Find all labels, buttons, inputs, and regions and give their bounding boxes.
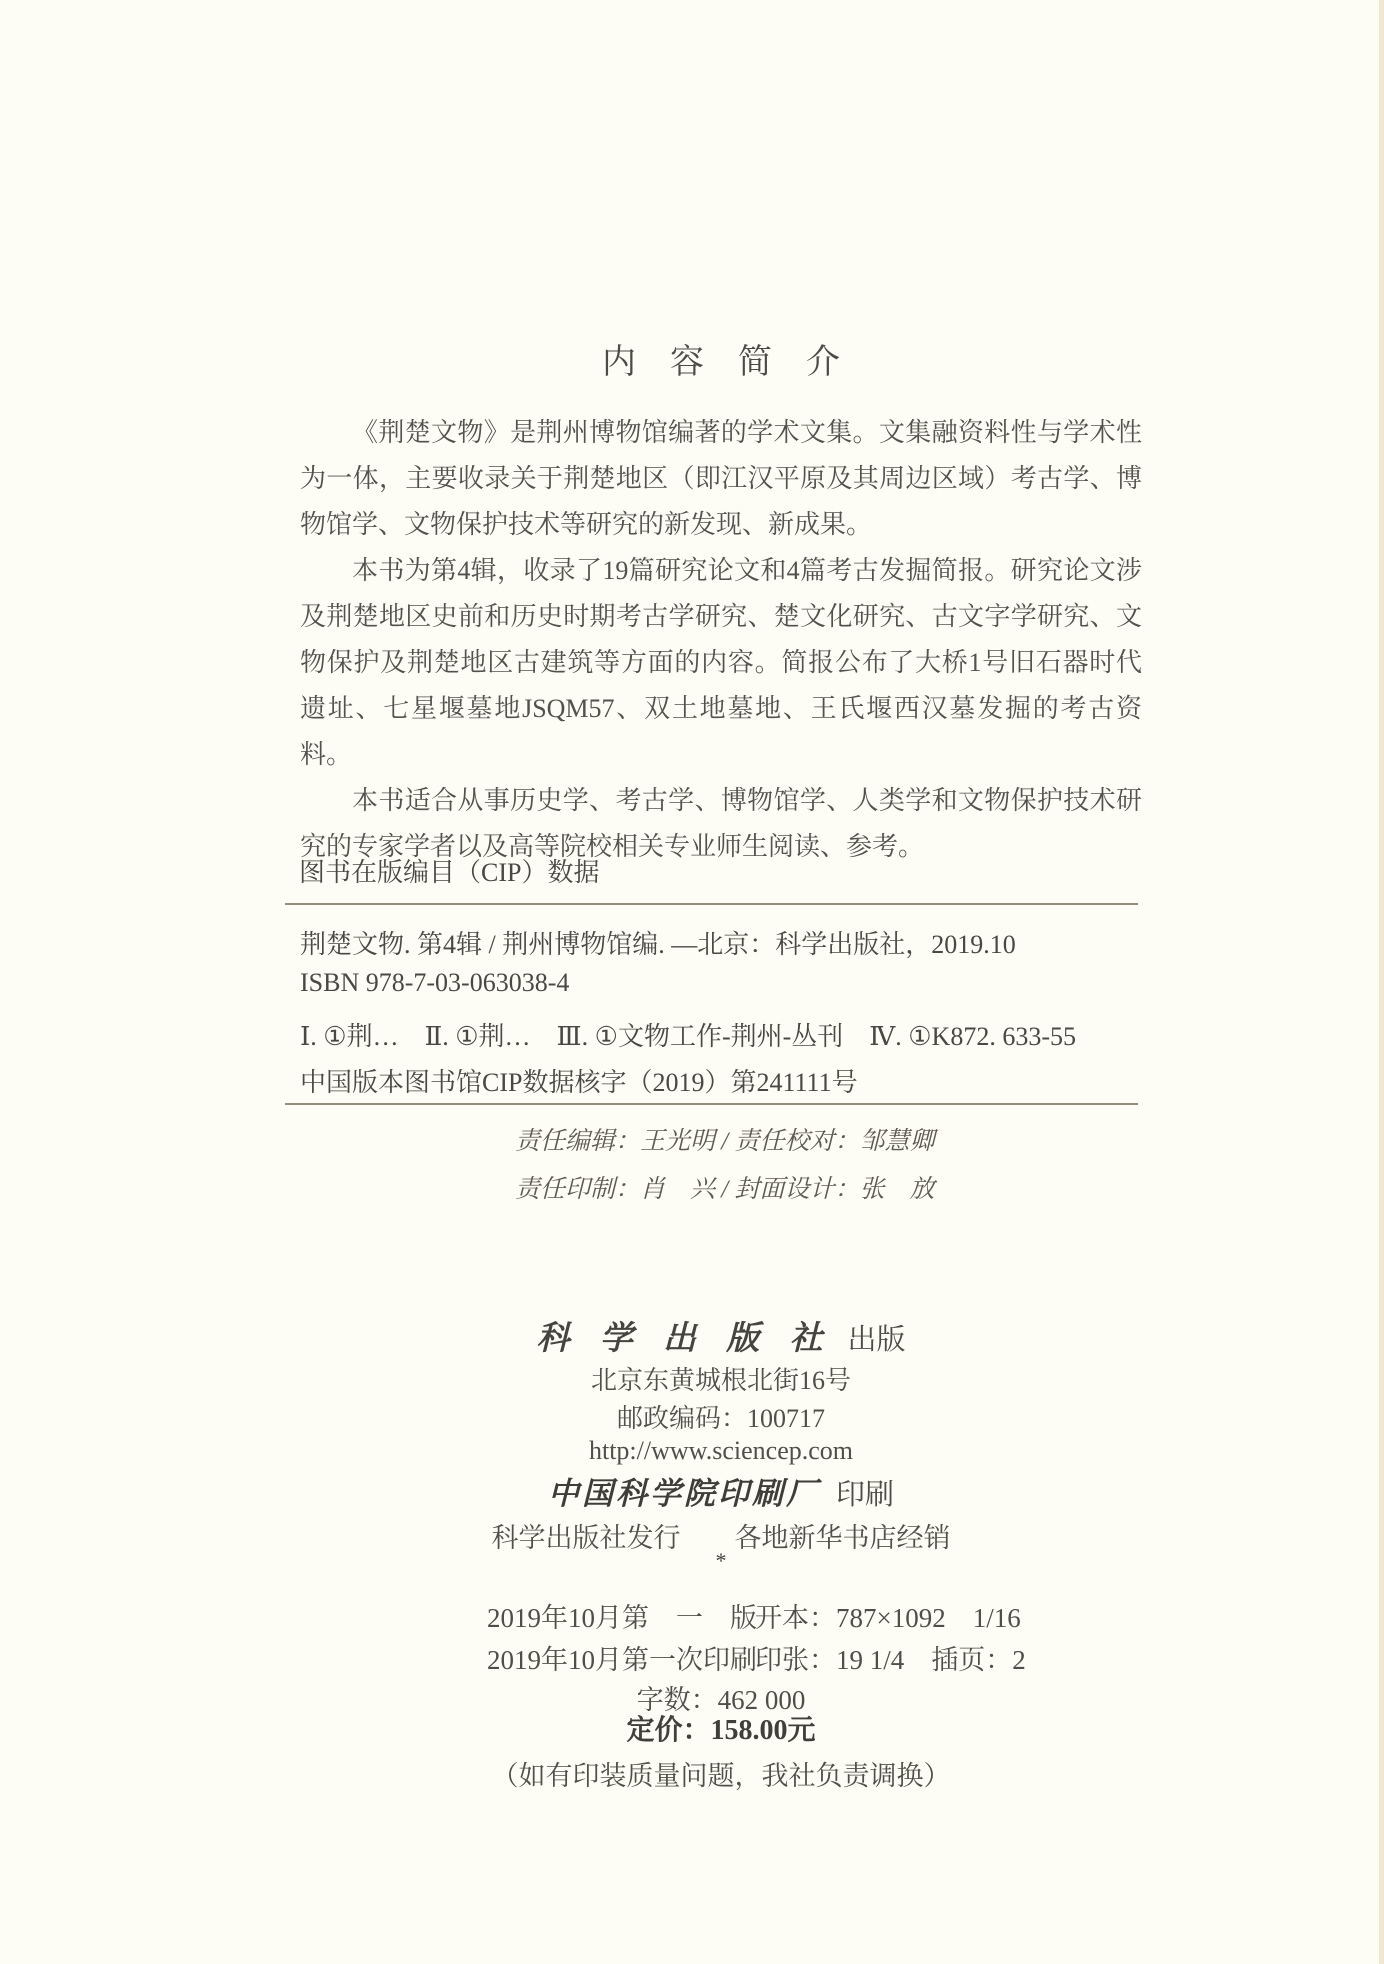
publisher-imprint-suffix: 出版 [847, 1324, 906, 1356]
cip-divider-top [285, 903, 1138, 905]
sheets-inserts: 印张：19 1/4 插页：2 [755, 1645, 1026, 1675]
price: 定价：158.00元 [626, 1715, 816, 1746]
publisher-block [300, 1310, 1142, 1576]
print-run-block [300, 1590, 1142, 1820]
credits-editors: 责任编辑：王光明 / 责任校对：邹慧卿 [515, 1128, 935, 1155]
credits-print-design: 责任印制：肖 兴 / 封面设计：张 放 [515, 1176, 935, 1203]
cip-registry-number: 中国版本图书馆CIP数据核字（2019）第241111号 [300, 1068, 858, 1097]
cip-header: 图书在版编目（CIP）数据 [299, 858, 600, 887]
printer-logo-script: 中国科学院印刷厂 [547, 1476, 820, 1511]
cip-isbn: ISBN 978-7-03-063038-4 [300, 968, 570, 997]
word-count: 字数：462 000 [636, 1685, 806, 1715]
distribution-line: 科学出版社发行 各地新华书店经销 [491, 1523, 951, 1553]
page-title: 内 容 简 介 [602, 344, 840, 381]
printer-line [300, 1468, 1142, 1513]
exchange-notice: （如有印装质量问题，我社负责调换） [491, 1761, 951, 1791]
staff-credits [515, 1118, 934, 1214]
page-edge-shadow [1379, 0, 1384, 1964]
publisher-website: http://www.sciencep.com [588, 1436, 854, 1465]
printing-date: 2019年10月第一次印刷 [487, 1645, 757, 1675]
printer-suffix: 印刷 [835, 1479, 894, 1511]
publisher-address: 北京东黄城根北街16号 [590, 1366, 851, 1395]
cip-book-entry: 荆楚文物. 第4辑 / 荆州博物馆编. —北京：科学出版社，2019.10 [300, 930, 1016, 959]
cip-divider-bottom [285, 1103, 1138, 1105]
publisher-logo-script: 科 学 出 版 社 [536, 1321, 834, 1357]
publisher-postcode: 邮政编码：100717 [616, 1404, 825, 1433]
intro-section [300, 410, 1142, 870]
intro-paragraph-3: 本书适合从事历史学、考古学、博物馆学、人类学和文物保护技术研究的专家学者以及高等院校相关专业师生阅读、参考。 [300, 786, 1142, 861]
edition-date: 2019年10月第 一 版 [487, 1603, 757, 1633]
book-format: 开本：787×1092 1/16 [755, 1603, 1021, 1633]
publisher-imprint-line [300, 1312, 1142, 1359]
intro-paragraph-2: 本书为第4辑，收录了19篇研究论文和4篇考古发掘简报。研究论文涉及荆楚地区史前和历史时期考古学研究、楚文化研究、古文字学研究、文物保护及荆楚地区古建筑等方面的内容。简报公布了大桥1号旧石器时代遗址、七星堰墓地JSQM57、双土地墓地、王氏堰西汉墓发掘的考古资料。 [300, 556, 1142, 769]
intro-paragraph-1: 《荆楚文物》是荆州博物馆编著的学术文集。文集融资料性与学术性为一体，主要收录关于荆楚地区（即江汉平原及其周边区域）考古学、博物馆学、文物保护技术等研究的新发现、新成果。 [300, 418, 1142, 539]
cip-block [285, 850, 1138, 1108]
cip-classification: Ⅰ. ①荆… Ⅱ. ①荆… Ⅲ. ①文物工作-荆州-丛刊 Ⅳ. ①K872. 633-55 [300, 1022, 1076, 1051]
separator-asterisk: * [715, 1548, 727, 1573]
